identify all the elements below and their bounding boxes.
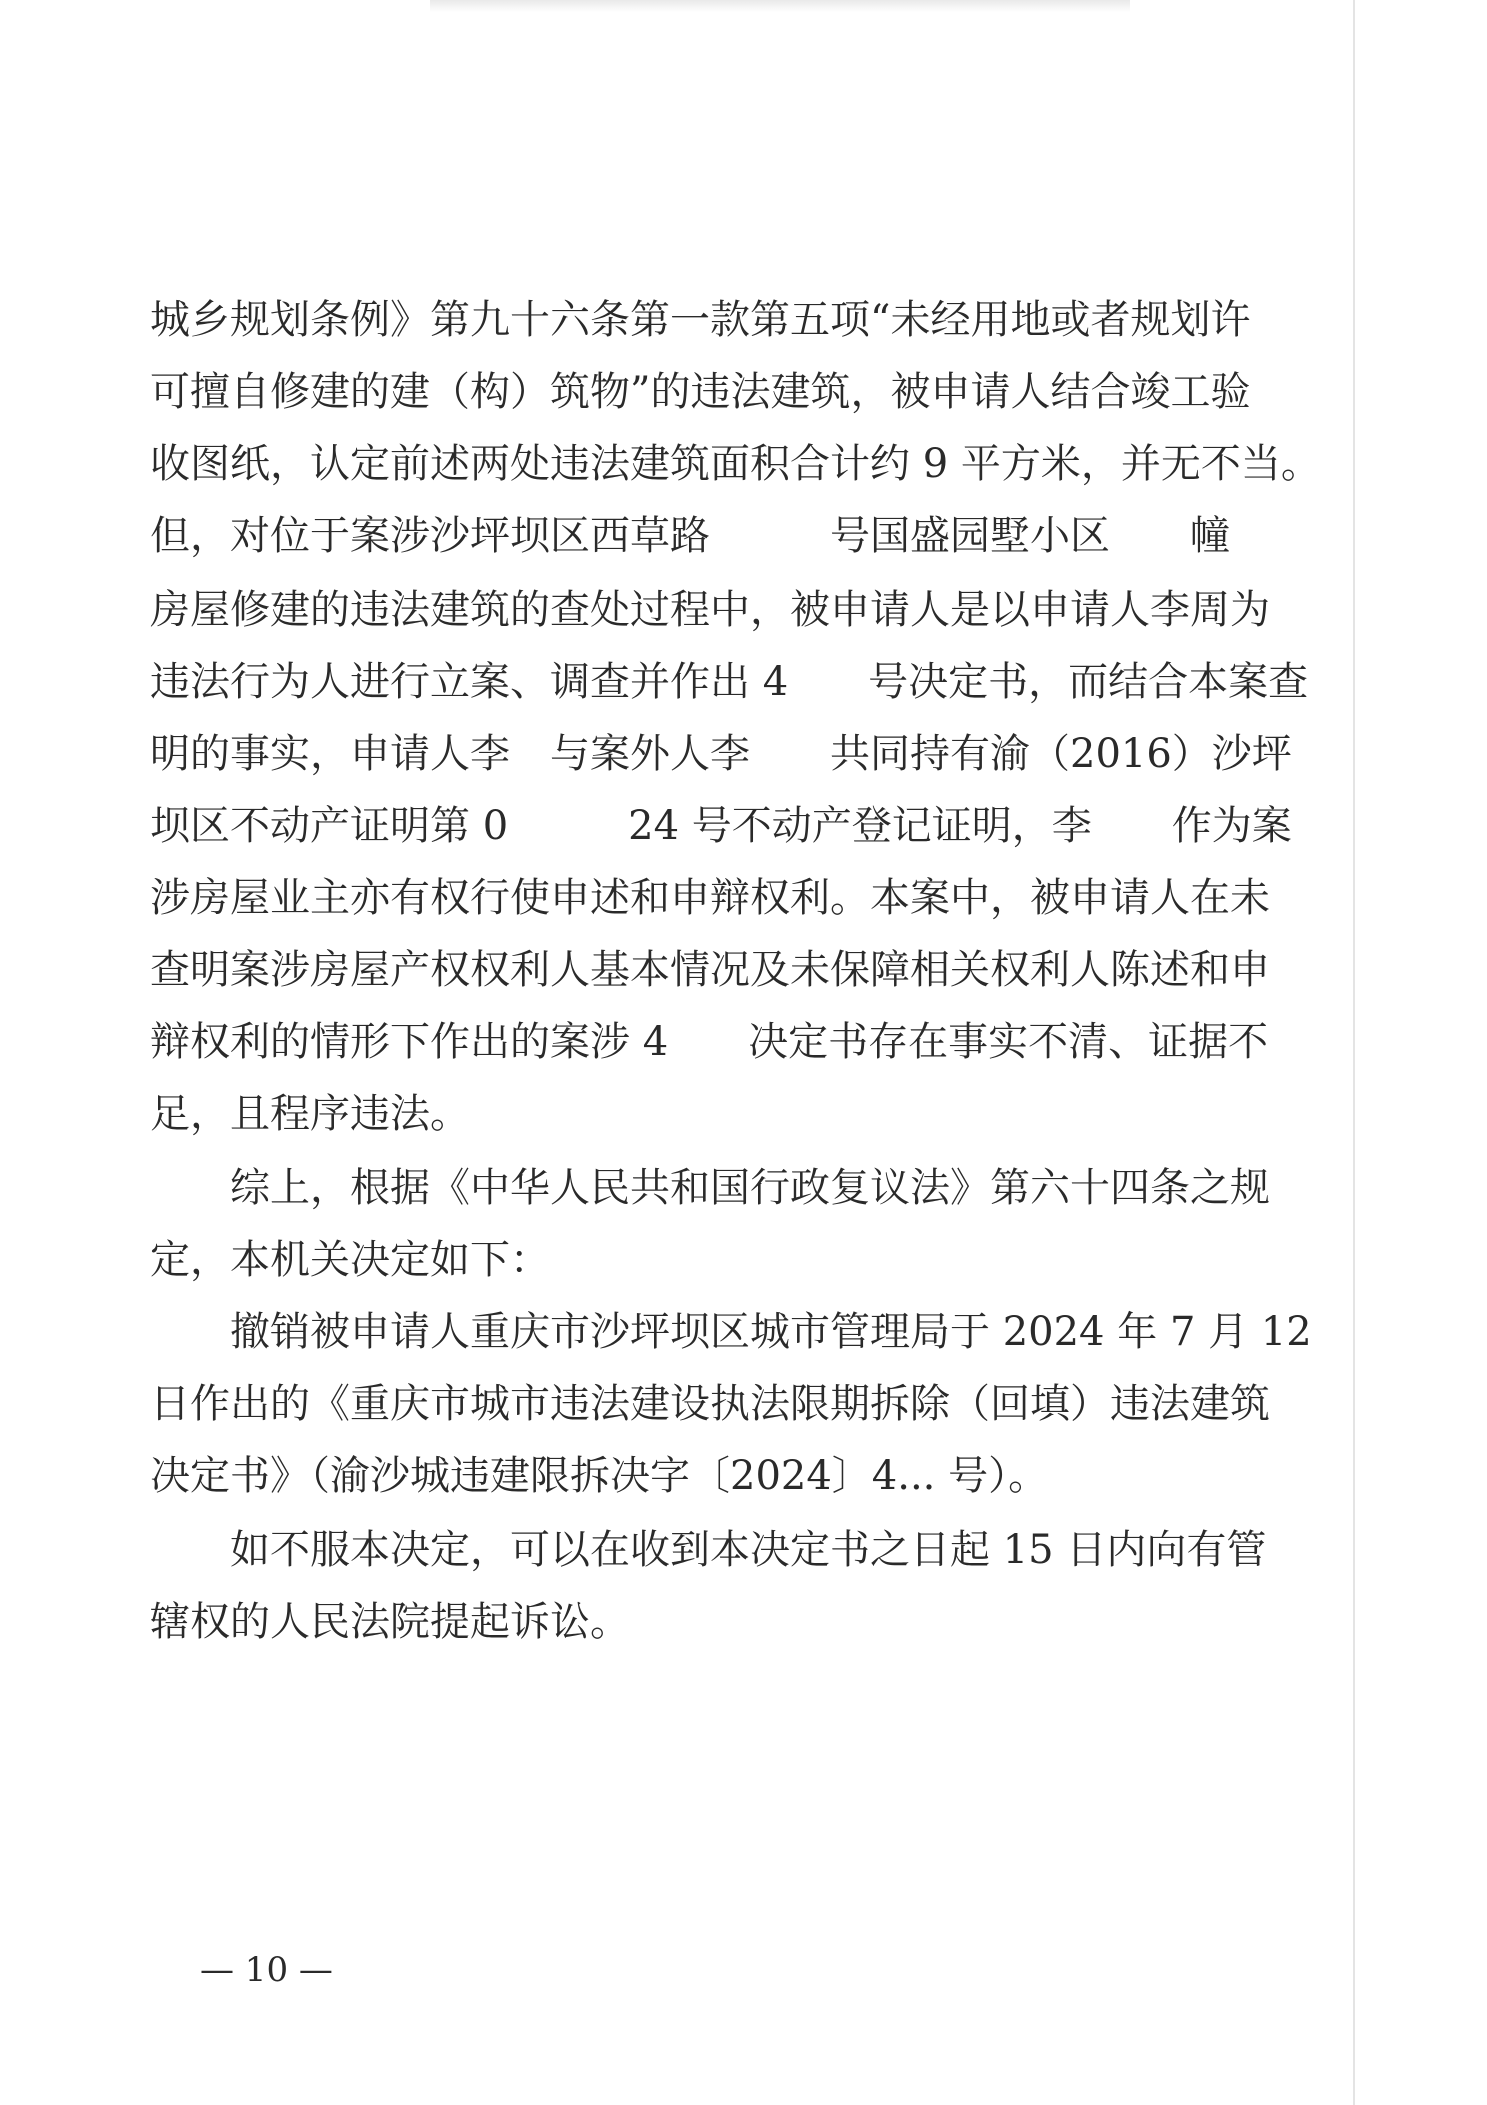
page-number: — 10 — [200, 1950, 333, 1990]
body-line-12: 足，且程序违法。 [150, 1091, 470, 1137]
body-line-14: 定，本机关决定如下： [150, 1237, 550, 1283]
body-line-1: 城乡规划条例》第九十六条第一款第五项“未经用地或者规划许 [150, 297, 1251, 343]
body-line-5: 房屋修建的违法建筑的查处过程中，被申请人是以申请人李周为 [150, 587, 1270, 633]
body-line-2: 可擅自修建的建（构）筑物”的违法建筑，被申请人结合竣工验 [150, 369, 1251, 415]
body-line-13: 综上，根据《中华人民共和国行政复议法》第六十四条之规 [150, 1165, 1270, 1211]
body-line-16: 日作出的《重庆市城市违法建设执法限期拆除（回填）违法建筑 [150, 1381, 1270, 1427]
body-line-9: 涉房屋业主亦有权行使申述和申辩权利。本案中，被申请人在未 [150, 875, 1270, 921]
body-line-18: 如不服本决定，可以在收到本决定书之日起 15 日内向有管 [150, 1527, 1267, 1573]
scan-edge [1353, 0, 1355, 2105]
body-line-19: 辖权的人民法院提起诉讼。 [150, 1599, 630, 1645]
body-line-11: 辩权利的情形下作出的案涉 4 决定书存在事实不清、证据不 [150, 1019, 1269, 1065]
body-line-15: 撤销被申请人重庆市沙坪坝区城市管理局于 2024 年 7 月 12 [150, 1309, 1312, 1355]
body-line-17: 决定书》（渝沙城违建限拆决字〔2024〕4... 号）。 [150, 1453, 1049, 1499]
scan-smudge [430, 0, 1130, 12]
body-line-3: 收图纸，认定前述两处违法建筑面积合计约 9 平方米，并无不当。 [150, 441, 1321, 487]
body-line-6: 违法行为人进行立案、调查并作出 4 号决定书，而结合本案查 [150, 659, 1309, 705]
body-line-4: 但，对位于案涉沙坪坝区西草路 号国盛园墅小区 幢 [150, 513, 1230, 559]
body-line-8: 坝区不动产证明第 0 24 号不动产登记证明，李 作为案 [150, 803, 1292, 849]
body-line-10: 查明案涉房屋产权权利人基本情况及未保障相关权利人陈述和申 [150, 947, 1270, 993]
body-line-7: 明的事实，申请人李 与案外人李 共同持有渝（2016）沙坪 [150, 731, 1292, 777]
